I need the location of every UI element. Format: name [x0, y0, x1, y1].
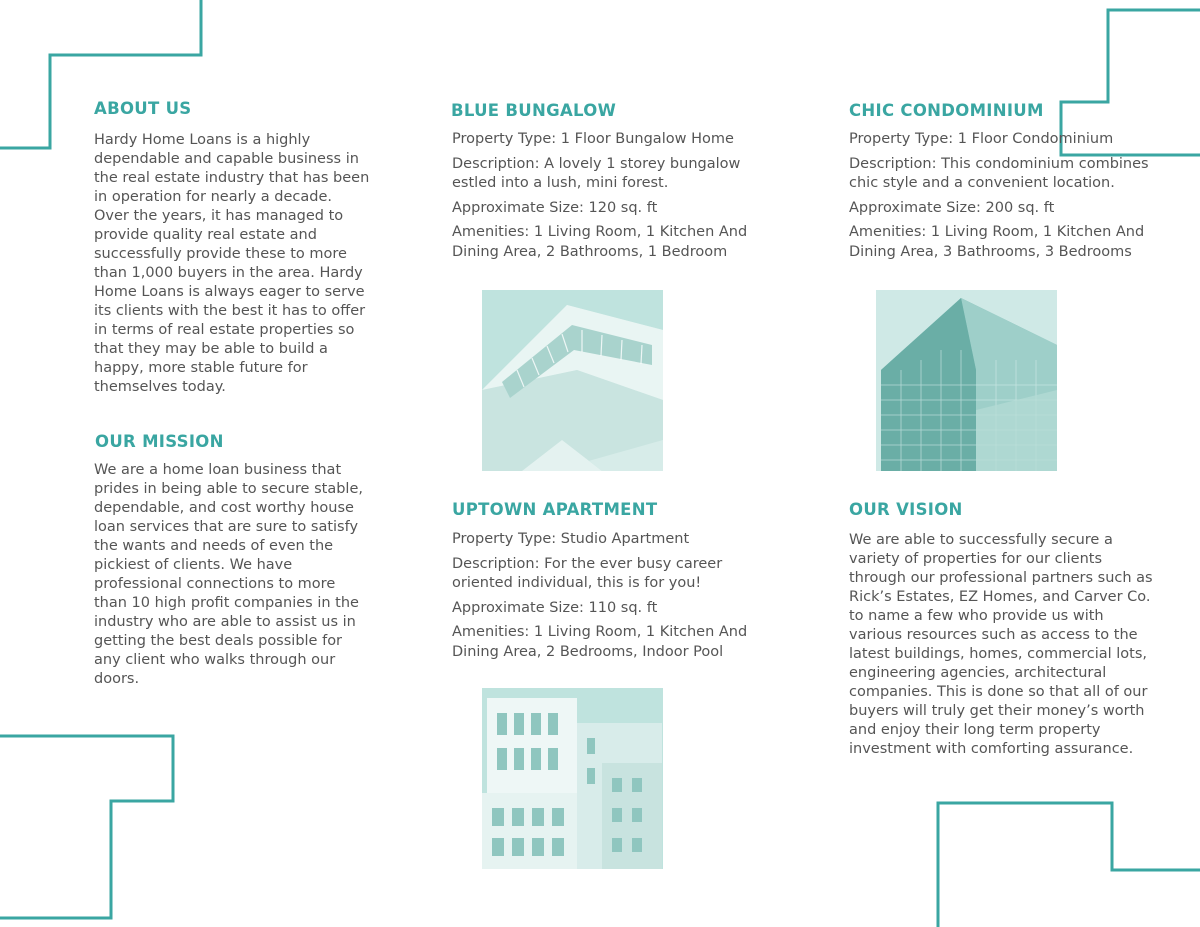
about-us-text: Hardy Home Loans is a highly dependable and capable business in the real estate industry that has been in operation for nearly a decade. Over the years, it has managed to provide quality real estate and successfully provide these to more than 1,000 buyers in the area. Hardy Home Loans is always eager to serve its clients with the best it has to offer in terms of real estate properties so that they may be able to build a happy, more stable future for themselves today.	[94, 132, 370, 395]
chic-condominium-size: Approximate Size: 200 sq. ft	[849, 199, 1055, 216]
chic-condominium-amenities: Amenities: 1 Living Room, 1 Kitchen And Dining Area, 3 Bathrooms, 3 Bedrooms	[849, 224, 1145, 260]
blue-bungalow-heading: BLUE BUNGALOW	[451, 101, 617, 120]
chic-condominium-photo	[876, 290, 1057, 471]
blue-bungalow-description: Description: A lovely 1 storey bungalow estled into a lush, mini forest.	[452, 155, 741, 191]
our-mission-heading: OUR MISSION	[95, 432, 224, 451]
step-line-bottom-left	[0, 736, 173, 918]
blue-bungalow-details	[452, 130, 772, 267]
uptown-apartment-details	[452, 530, 772, 667]
step-line-bottom-right	[938, 803, 1200, 927]
chic-condominium-details	[849, 130, 1161, 267]
blue-bungalow-type: Property Type: 1 Floor Bungalow Home	[452, 131, 734, 147]
uptown-apartment-photo	[482, 688, 663, 869]
our-vision-text: We are able to successfully secure a variety of properties for our clients through our professional partners such as Rick’s Estates, EZ Homes, and Carver Co. to name a few who provide us with various resources such as access to the latest buildings, homes, commercial lots, engineering agencies, architectural companies. This is done so that all of our buyers will truly get their money’s worth and enjoy their long term property investment with comforting assurance.	[849, 532, 1153, 757]
our-vision-heading: OUR VISION	[849, 500, 963, 519]
uptown-apartment-type: Property Type: Studio Apartment	[452, 531, 690, 547]
about-us-heading: ABOUT US	[94, 99, 192, 118]
chic-condominium-heading: CHIC CONDOMINIUM	[849, 101, 1044, 120]
blue-bungalow-amenities: Amenities: 1 Living Room, 1 Kitchen And Dining Area, 2 Bathrooms, 1 Bedroom	[452, 224, 748, 260]
chic-condominium-description: Description: This condominium combines chic style and a convenient location.	[849, 155, 1149, 191]
uptown-apartment-size: Approximate Size: 110 sq. ft	[452, 599, 658, 616]
uptown-apartment-description: Description: For the ever busy career oriented individual, this is for you!	[452, 555, 723, 591]
blue-bungalow-size: Approximate Size: 120 sq. ft	[452, 199, 658, 216]
uptown-apartment-amenities: Amenities: 1 Living Room, 1 Kitchen And Dining Area, 2 Bedrooms, Indoor Pool	[452, 624, 748, 660]
step-line-top-left	[0, 0, 201, 148]
our-mission-text: We are a home loan business that prides in being able to secure stable, dependable, and cost worthy house loan services that are sure to satisfy the wants and needs of even the pickiest of clients. We have professional connections to more than 10 high profit companies in the industry who are able to assist us in getting the best deals possible for any client who walks through our doors.	[94, 462, 363, 687]
blue-bungalow-photo	[482, 290, 663, 471]
uptown-apartment-heading: UPTOWN APARTMENT	[452, 500, 658, 519]
chic-condominium-type: Property Type: 1 Floor Condominium	[849, 131, 1114, 147]
